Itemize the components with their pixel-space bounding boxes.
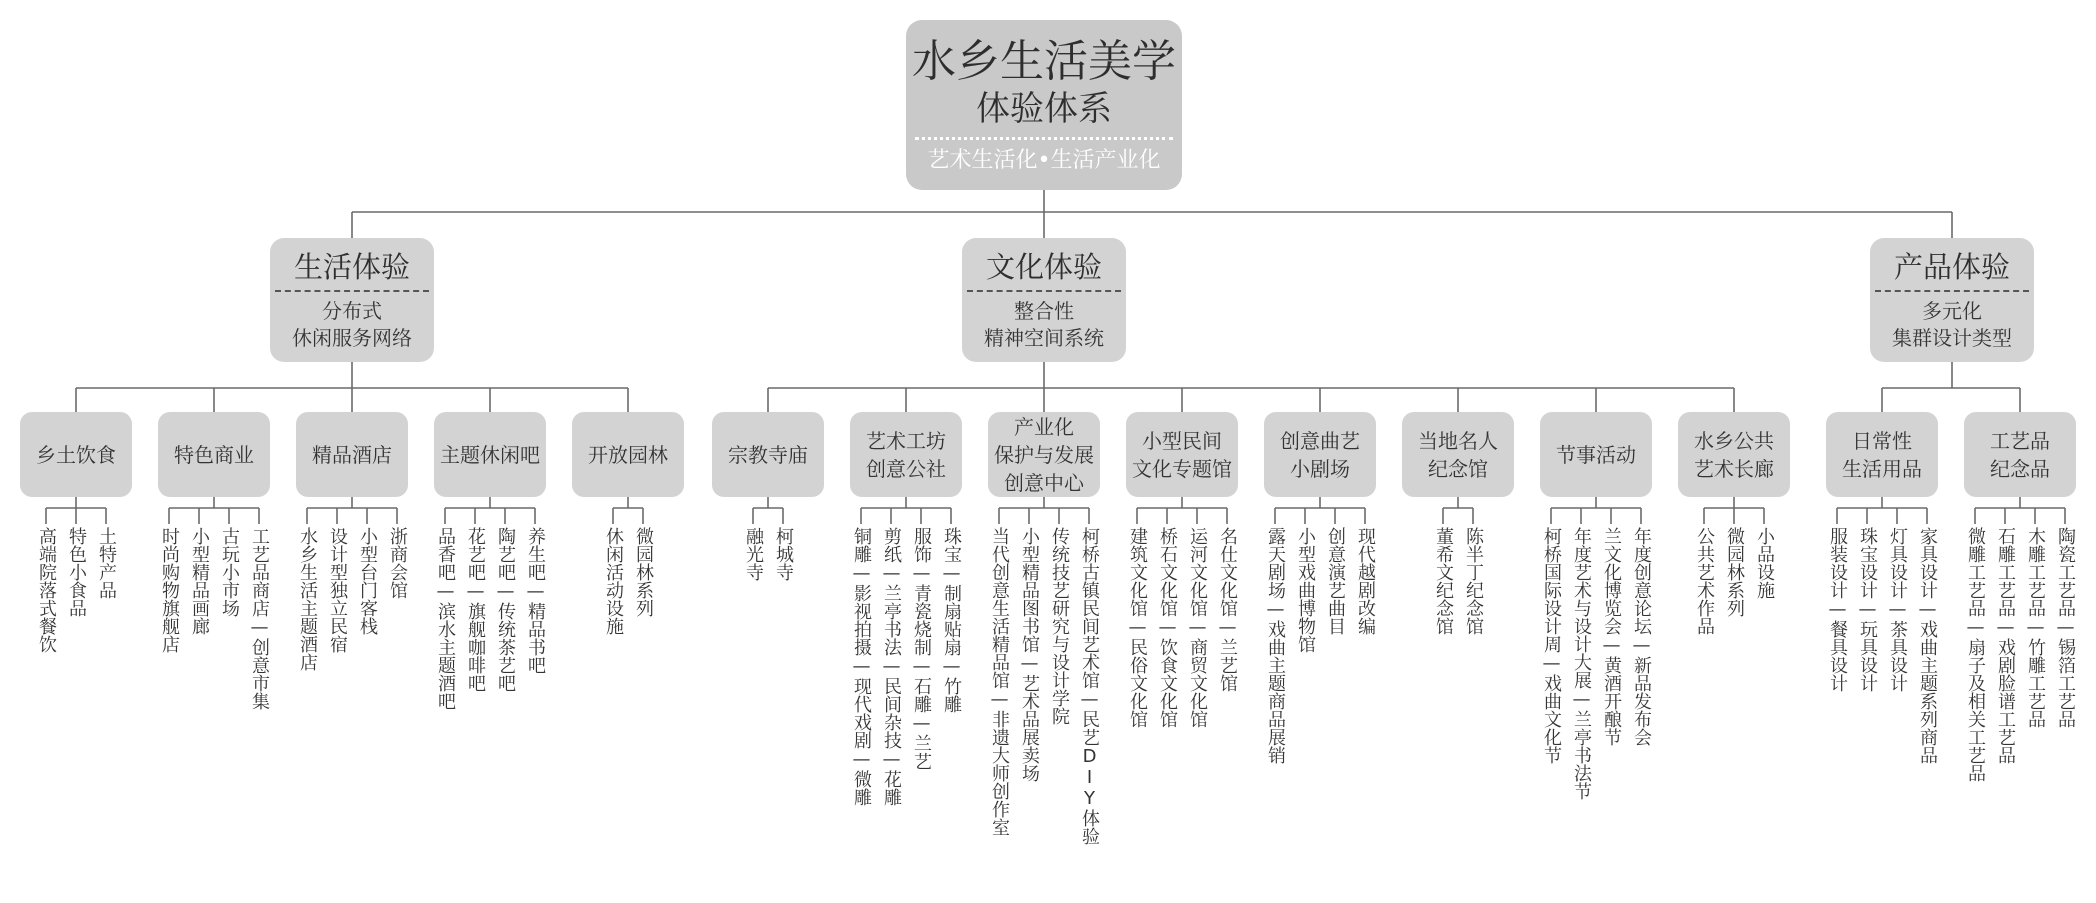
leaf-item: 运河文化馆—商贸文化馆 [1187, 527, 1208, 728]
leaf-item: 灯具设计—茶具设计 [1887, 527, 1908, 692]
subcategory-node [1964, 412, 2076, 497]
leaf-item: 露天剧场—戏曲主题商品展销 [1265, 527, 1286, 764]
leaf-item: 石雕工艺品—戏剧脸谱工艺品 [1995, 527, 2016, 764]
category-sub1: 多元化 [1922, 299, 1982, 323]
subcategory-node [20, 412, 132, 497]
leaf-item: 花艺吧—旗舰咖啡吧 [465, 527, 486, 692]
subcategory-node [434, 412, 546, 497]
category-title: 产品体验 [1893, 250, 2010, 284]
subcategory-label: 小型民间 [1142, 428, 1222, 453]
subcategory-node [1678, 412, 1790, 497]
leaf-item: 小品设施 [1754, 527, 1775, 599]
subcategory-label: 创意中心 [1004, 470, 1084, 495]
category-sub1: 整合性 [1014, 299, 1074, 323]
leaf-item: 年度创意论坛—新品发布会 [1631, 527, 1652, 746]
leaf-item: 高端院落式餐饮 [36, 527, 57, 653]
subcategory-node [296, 412, 408, 497]
category-sub2: 精神空间系统 [984, 326, 1104, 350]
subcategory-label: 宗教寺庙 [728, 442, 808, 467]
leaf-item: 年度艺术与设计大展—兰亭书法节 [1571, 527, 1592, 800]
leaf-item: 陶瓷工艺品—锡箔工艺品 [2055, 527, 2076, 728]
leaf-item: 工艺品商店—创意市集 [249, 527, 270, 710]
subcategory-label: 文化专题馆 [1132, 456, 1232, 481]
subcategory-label: 纪念馆 [1428, 456, 1488, 481]
root-divider [915, 137, 1173, 140]
leaf-item: 微雕工艺品—扇子及相关工艺品 [1965, 527, 1986, 782]
leaf-item: 小型台门客栈 [357, 527, 378, 635]
category-sub2: 集群设计类型 [1892, 326, 2012, 350]
leaf-item: 柯桥国际设计周—戏曲文化节 [1541, 527, 1562, 764]
leaf-item: 铜雕—影视拍摄—现代戏剧—微雕 [851, 527, 872, 806]
leaf-item: 珠宝设计—玩具设计 [1857, 527, 1878, 692]
subcategory-label: 当地名人 [1418, 428, 1498, 453]
subcategory-node [1402, 412, 1514, 497]
subcategory-label: 保护与发展 [994, 442, 1094, 467]
leaf-item: 浙商会馆 [387, 527, 408, 599]
leaf-item: 柯桥古镇民间艺术馆—民艺DIY体验 [1079, 527, 1100, 845]
leaf-item: 传统技艺研究与设计学院 [1049, 527, 1070, 725]
category-divider [275, 290, 429, 292]
leaf-item: 建筑文化馆—民俗文化馆 [1127, 527, 1148, 728]
subcategory-label: 日常性 [1852, 428, 1912, 453]
category-title: 文化体验 [985, 250, 1102, 284]
leaf-item: 微园林系列 [633, 527, 654, 617]
root-subtitle: 体验体系 [976, 88, 1112, 129]
category-divider [967, 290, 1121, 292]
leaf-item: 家具设计—戏曲主题系列商品 [1917, 527, 1938, 764]
leaf-item: 品香吧—滨水主题酒吧 [435, 527, 456, 710]
root-tagline: 艺术生活化•生活产业化 [927, 147, 1161, 173]
subcategory-label: 生活用品 [1842, 456, 1922, 481]
leaf-item: 珠宝—制扇贴扇—竹雕 [941, 527, 962, 713]
subcategory-label: 工艺品 [1990, 428, 2050, 453]
subcategory-label: 艺术长廊 [1694, 456, 1774, 481]
category-node [1870, 238, 2034, 362]
leaf-item: 小型精品图书馆—艺术品展卖场 [1019, 527, 1040, 782]
subcategory-label: 主题休闲吧 [440, 442, 540, 467]
subcategory-node [850, 412, 962, 497]
subcategory-node [712, 412, 824, 497]
subcategory-label: 特色商业 [174, 442, 254, 467]
category-title: 生活体验 [293, 250, 410, 284]
leaf-item: 服饰—青瓷烧制—石雕—兰艺 [911, 527, 932, 770]
subcategory-label: 纪念品 [1990, 456, 2050, 481]
category-node [270, 238, 434, 362]
leaf-item: 创意演艺曲目 [1325, 527, 1346, 635]
category-divider [1875, 290, 2029, 292]
subcategory-node [572, 412, 684, 497]
leaf-item: 桥石文化馆—饮食文化馆 [1157, 527, 1178, 728]
subcategory-label: 开放园林 [588, 442, 668, 467]
subcategory-label: 水乡公共 [1694, 428, 1774, 453]
subcategory-label: 乡土饮食 [36, 442, 116, 467]
subcategory-node [1826, 412, 1938, 497]
leaf-item: 土特产品 [96, 527, 117, 599]
leaf-item: 当代创意生活精品馆—非遗大师创作室 [989, 527, 1010, 836]
leaf-item: 休闲活动设施 [603, 527, 624, 635]
category-sub2: 休闲服务网络 [292, 326, 412, 350]
leaf-item: 古玩小市场 [219, 527, 240, 617]
leaf-item: 小型精品画廊 [189, 527, 210, 635]
leaf-item: 木雕工艺品—竹雕工艺品 [2025, 527, 2046, 728]
leaf-item: 公共艺术作品 [1694, 527, 1715, 635]
subcategory-node [1540, 412, 1652, 497]
subcategory-label: 产业化 [1014, 414, 1074, 439]
leaf-item: 现代越剧改编 [1355, 527, 1376, 635]
subcategory-label: 节事活动 [1556, 442, 1636, 467]
leaf-item: 兰文化博览会—黄酒开酿节 [1601, 527, 1622, 746]
subcategory-node [1264, 412, 1376, 497]
leaf-item: 特色小食品 [66, 527, 87, 617]
leaf-item: 设计型独立民宿 [327, 527, 348, 653]
subcategory-label: 小剧场 [1290, 456, 1350, 481]
subcategory-node [1126, 412, 1238, 497]
leaf-item: 时尚购物旗舰店 [159, 527, 180, 653]
leaf-item: 剪纸—兰亭书法—民间杂技—花雕 [881, 527, 902, 806]
category-node [962, 238, 1126, 362]
leaf-item: 融光寺 [743, 527, 764, 581]
leaf-item: 柯城寺 [773, 527, 794, 581]
leaf-item: 陶艺吧—传统茶艺吧 [495, 527, 516, 692]
leaf-item: 董希文纪念馆 [1433, 527, 1454, 635]
subcategory-label: 创意曲艺 [1280, 428, 1360, 453]
leaf-item: 服装设计—餐具设计 [1827, 527, 1848, 692]
leaf-item: 水乡生活主题酒店 [297, 527, 318, 671]
subcategory-node [988, 412, 1100, 497]
category-sub1: 分布式 [322, 299, 382, 323]
subcategory-label: 精品酒店 [312, 442, 392, 467]
subcategory-label: 艺术工坊 [866, 428, 946, 453]
leaf-item: 名仕文化馆—兰艺馆 [1217, 527, 1238, 692]
subcategory-label: 创意公社 [866, 456, 946, 481]
leaf-item: 微园林系列 [1724, 527, 1745, 617]
leaf-item: 养生吧—精品书吧 [525, 527, 546, 674]
subcategory-node [158, 412, 270, 497]
leaf-item: 陈半丁纪念馆 [1463, 527, 1484, 635]
root-node [906, 20, 1182, 190]
root-title: 水乡生活美学 [912, 35, 1176, 87]
leaf-item: 小型戏曲博物馆 [1295, 527, 1316, 653]
